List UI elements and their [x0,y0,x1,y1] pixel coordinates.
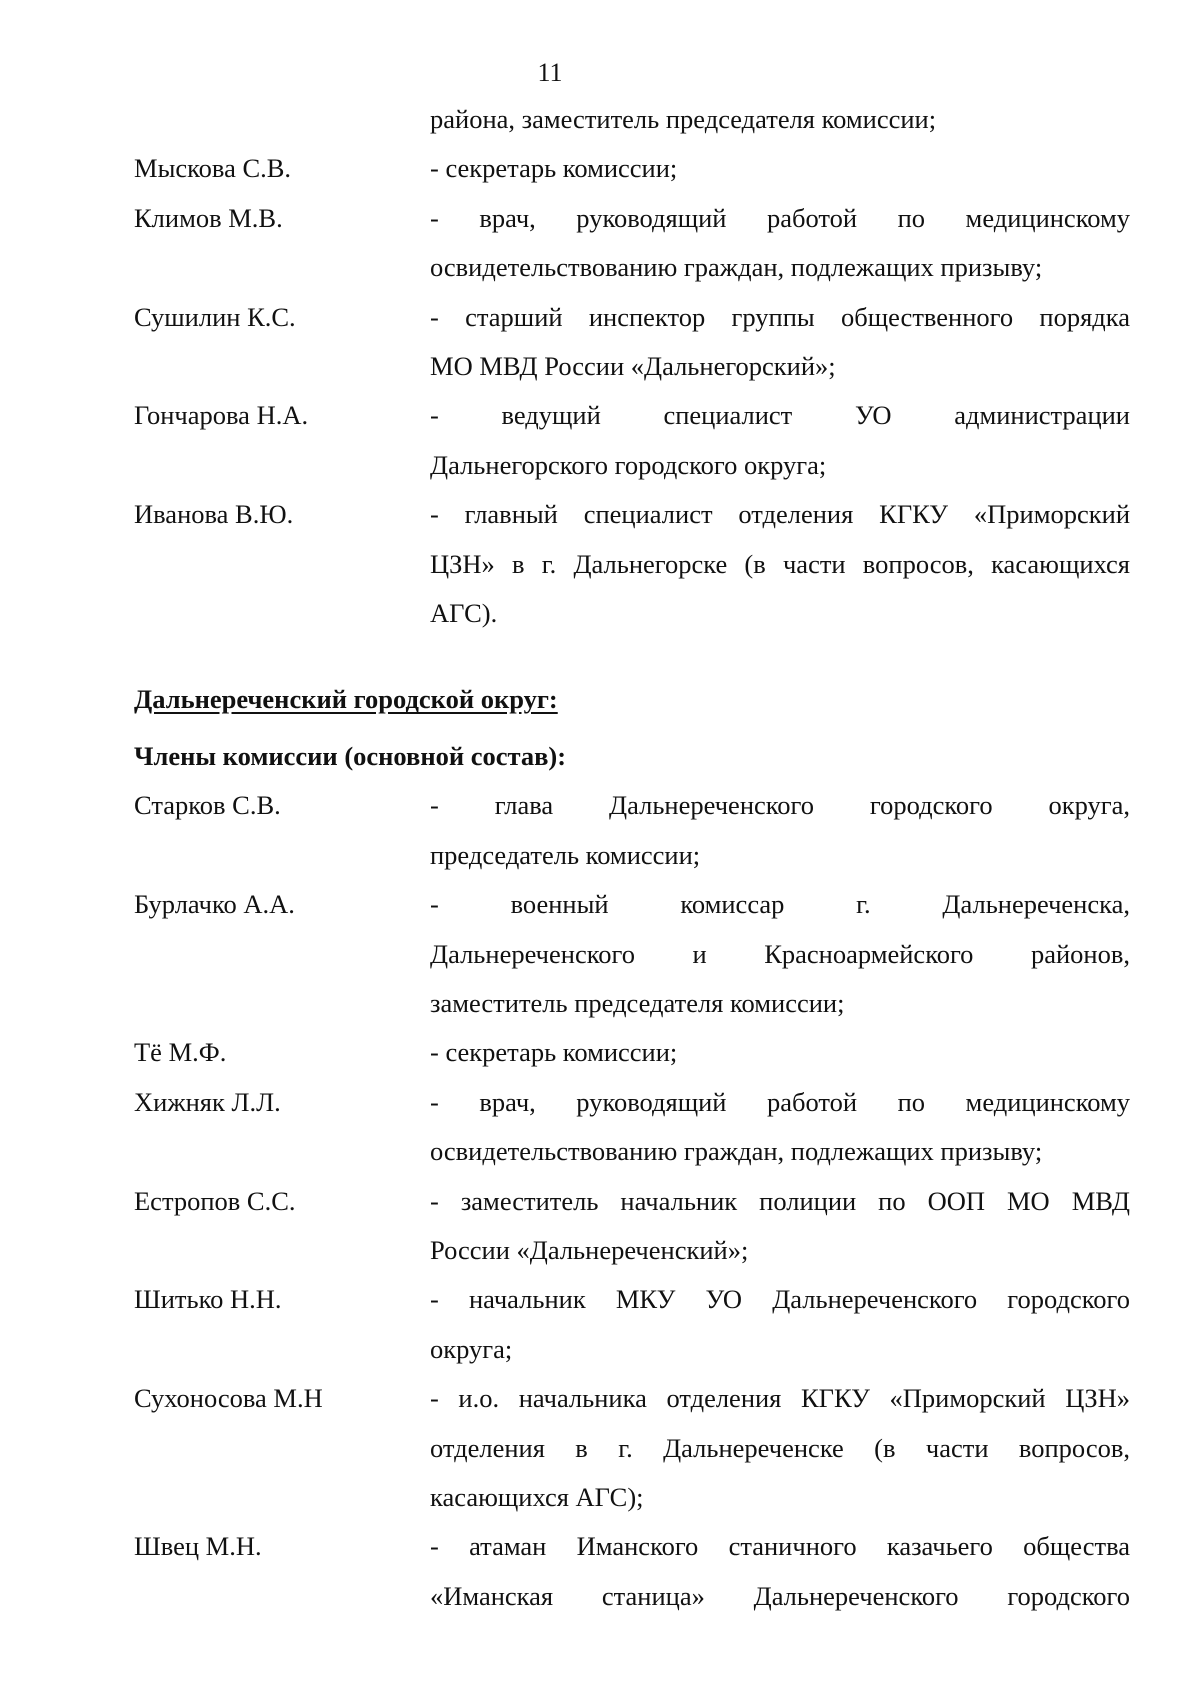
member-role-line: председатель комиссии; [430,839,701,870]
member-row [134,1374,1130,1522]
member-role [430,1522,1130,1621]
member-list-dalnerechensk [134,781,1130,1621]
member-role-line: касающихся АГС); [430,1481,644,1512]
member-role-line: - военный комиссар г. Дальнереченска, [430,889,1130,920]
member-role-line: - глава Дальнереченского городского округа, [430,790,1130,821]
member-list-dalnegorsk [134,144,1130,638]
member-role-line: Дальнереченского и Красноармейского районов, [430,938,1130,969]
member-row [134,781,1130,880]
subsection-title: Члены комиссии (основной состав): [134,740,567,771]
document-body [134,95,1130,1621]
member-role [430,880,1130,1028]
member-row [134,1522,1130,1621]
member-role-line: - врач, руководящий работой по медицинскому [430,1086,1130,1117]
member-name: Бурлачко А.А. [134,889,295,920]
member-role [430,1078,1130,1177]
member-role [430,391,1130,490]
member-role [430,144,1130,193]
member-role-line: России «Дальнереченский»; [430,1234,749,1265]
member-name: Тё М.Ф. [134,1037,227,1068]
member-row [134,194,1130,293]
member-name: Шитько Н.Н. [134,1284,282,1315]
member-role-line: - атаман Иманского станичного казачьего общества [430,1531,1130,1562]
member-role-line: - секретарь комиссии; [430,1037,678,1068]
member-name: Естропов С.С. [134,1185,296,1216]
member-name: Климов М.В. [134,202,283,233]
member-row [134,391,1130,490]
member-role-line: - секретарь комиссии; [430,153,678,184]
member-role-line: - и.о. начальника отделения КГКУ «Приморский ЦЗН» [430,1383,1130,1414]
member-role [430,1028,1130,1077]
member-role-line: освидетельствованию граждан, подлежащих призыву; [430,1136,1043,1167]
member-role [430,781,1130,880]
member-role [430,1177,1130,1276]
member-row [134,1177,1130,1276]
member-name: Сушилин К.С. [134,301,296,332]
member-row [134,293,1130,392]
member-role-line: - ведущий специалист УО администрации [430,400,1130,431]
member-name: Мыскова С.В. [134,153,292,184]
member-role-line: - старший инспектор группы общественного порядка [430,301,1130,332]
member-role-line: АГС). [430,598,498,629]
member-role-line: - начальник МКУ УО Дальнереченского городского [430,1284,1130,1315]
member-role-line: МО МВД России «Дальнегорский»; [430,351,836,382]
member-role-line: Дальнегорского городского округа; [430,449,827,480]
member-name: Сухоносова М.Н [134,1383,323,1414]
page-number: 11 [537,58,563,87]
member-role-line: - заместитель начальник полиции по ООП МО МВД [430,1185,1130,1216]
member-role [430,1275,1130,1374]
member-name: Гончарова Н.А. [134,400,309,431]
member-row [134,1078,1130,1177]
member-name: Хижняк Л.Л. [134,1086,281,1117]
member-role [430,1374,1130,1522]
member-role-line: отделения в г. Дальнереченске (в части вопросов, [430,1432,1130,1463]
member-row [134,1275,1130,1374]
member-name: Старков С.В. [134,790,281,821]
member-role-line: - главный специалист отделения КГКУ «Приморский [430,499,1130,530]
member-role [430,490,1130,638]
section-title: Дальнереченский городской округ: [134,684,558,715]
member-row [134,880,1130,1028]
member-row [134,490,1130,638]
member-role-line: заместитель председателя комиссии; [430,987,845,1018]
member-role-line: «Иманская станица» Дальнереченского городского [430,1580,1130,1611]
member-row [134,144,1130,193]
member-role-line: - врач, руководящий работой по медицинскому [430,202,1130,233]
member-name: Швец М.Н. [134,1531,262,1562]
member-role [430,293,1130,392]
member-role-line: округа; [430,1333,513,1364]
continuation-line: района, заместитель председателя комиссии; [430,104,937,134]
member-role-line: ЦЗН» в г. Дальнегорске (в части вопросов, касающихся [430,548,1130,579]
member-role-line: освидетельствованию граждан, подлежащих призыву; [430,252,1043,283]
member-row [134,1028,1130,1077]
member-name: Иванова В.Ю. [134,499,294,530]
member-role [430,194,1130,293]
